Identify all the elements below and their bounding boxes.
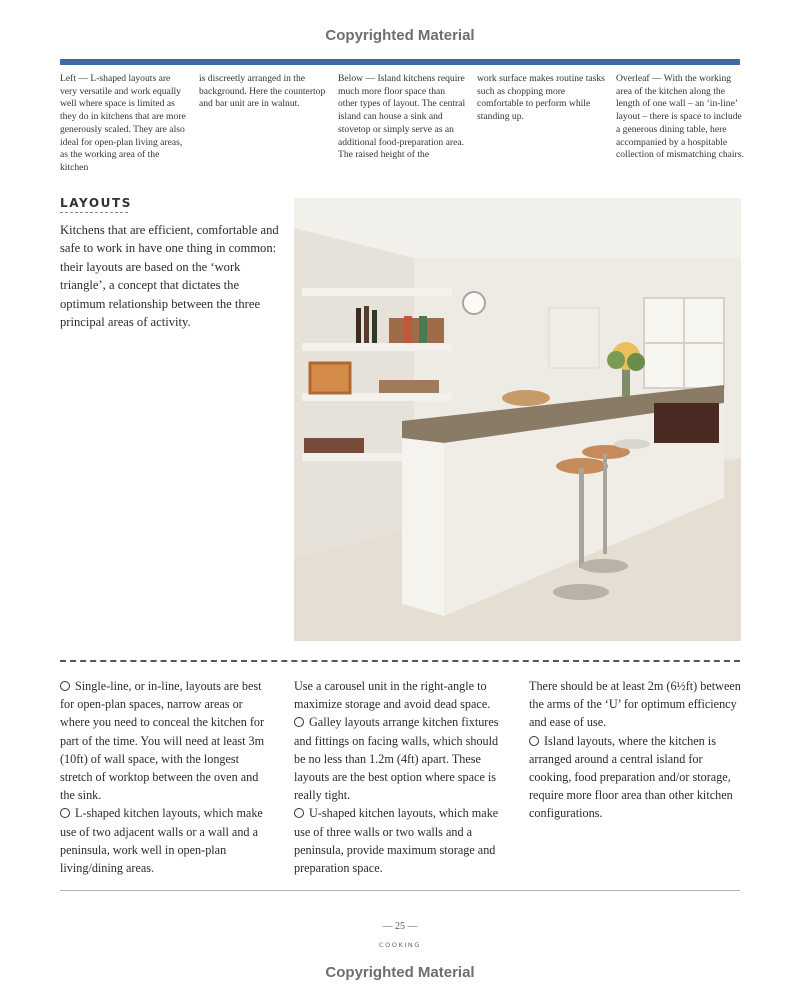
body-column-3 <box>529 677 743 823</box>
body-column-1 <box>60 677 274 877</box>
body-column-2 <box>294 677 508 877</box>
intro-paragraph: Kitchens that are efficient, comfortable and safe to work in have one thing in common: their layouts are based on the ‘work triangle’, a concept that dictates the optimum relationship between the three principal areas of activity. <box>60 223 279 330</box>
list-item-continuation: Use a carousel unit in the right-angle to maximize storage and avoid dead space. <box>294 679 491 712</box>
circle-bullet-icon <box>294 808 304 818</box>
copyright-watermark-top: Copyrighted Material <box>325 27 475 44</box>
kitchen-illustration <box>294 198 741 641</box>
kitchen-island-photo <box>294 198 741 641</box>
section-divider <box>60 660 740 662</box>
footer-rule <box>60 890 740 891</box>
heading-underline <box>60 212 128 213</box>
photo-caption-5: Overleaf — With the working area of the kitchen along the length of one wall – an ‘in-line’ layout – there is space to include a generous dining table, here accompanied by a hospitable collection of mismatching chairs. <box>616 73 744 161</box>
circle-bullet-icon <box>529 736 539 746</box>
copyright-watermark-bottom: Copyrighted Material <box>325 964 475 981</box>
page-number: — 25 — <box>382 921 418 932</box>
circle-bullet-icon <box>60 808 70 818</box>
photo-caption-4: work surface makes routine tasks such as chopping more comfortable to perform while standing up. <box>477 73 605 123</box>
photo-caption-2: is discreetly arranged in the background. Here the countertop and bar unit are in walnut. <box>199 73 326 110</box>
list-item: L-shaped kitchen layouts, which make use of two adjacent walls or a wall and a peninsula, work well in open-plan living/dining areas. <box>60 806 263 876</box>
list-item-continuation: There should be at least 2m (6½ft) between the arms of the ‘U’ for optimum efficiency and ease of use. <box>529 679 741 730</box>
header-accent-rule <box>60 59 740 65</box>
photo-caption-3: Below — Island kitchens require much more floor space than other types of layout. The central island can house a sink and stovetop or simply serve as an additional food-preparation area. The raised height of the <box>338 73 466 161</box>
list-item: U-shaped kitchen layouts, which make use of three walls or two walls and a peninsula, provide maximum storage and preparation space. <box>294 806 499 876</box>
list-item: Galley layouts arrange kitchen fixtures and fittings on facing walls, which should be no less than 1.2m (4ft) apart. These layouts are the best option where space is really tight. <box>294 715 499 803</box>
photo-caption-1: Left — L-shaped layouts are very versatile and work equally well where space is limited as they do in kitchens that are more generously scaled. They are also ideal for open-plan living areas, as the working area of the kitchen <box>60 73 186 173</box>
section-heading: LAYOUTS <box>60 196 133 210</box>
circle-bullet-icon <box>294 717 304 727</box>
circle-bullet-icon <box>60 681 70 691</box>
footer-section-name: COOKING <box>378 941 422 949</box>
list-item: Single-line, or in-line, layouts are best for open-plan spaces, narrow areas or where you need to conceal the kitchen for part of the time. You will need at least 3m (10ft) of wall space, with the longest stretch of worktop between the oven and the sink. <box>60 679 265 803</box>
list-item: Island layouts, where the kitchen is arranged around a central island for cooking, food preparation and/or storage, require more floor area than other kitchen configurations. <box>529 733 733 821</box>
